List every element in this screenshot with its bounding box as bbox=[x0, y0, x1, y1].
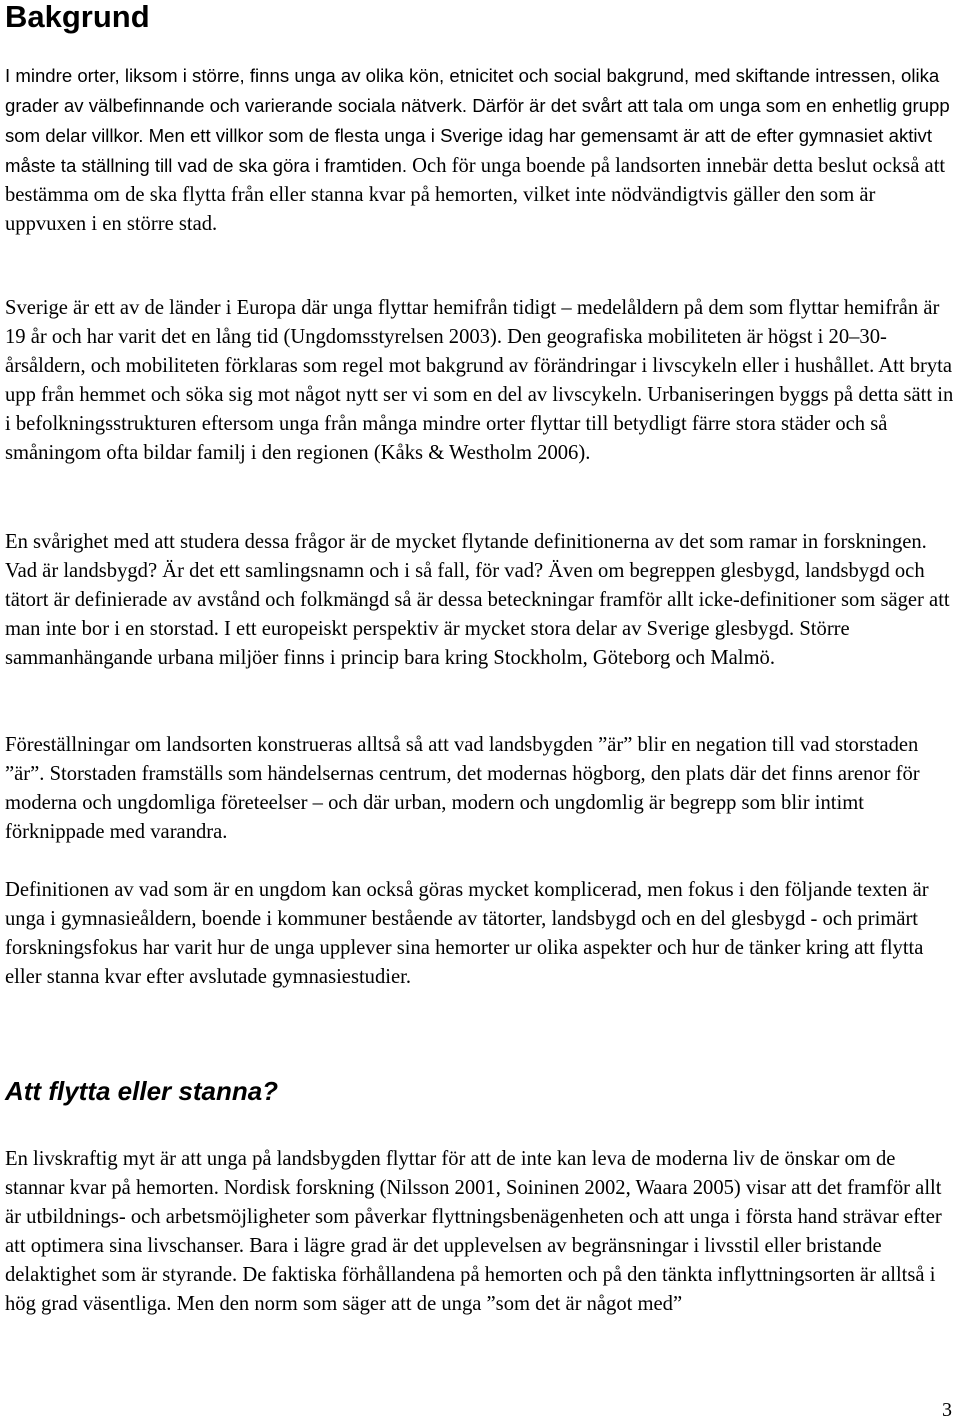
paragraph-6: En livskraftig myt är att unga på landsbygden flyttar för att de inte kan leva de moderna liv de önskar om de stannar kvar på hemorten. Nordisk forskning (Nilsson 2001, Soininen 2002, Waara 2005) visar att det framför allt är utbildnings- och arbetsmöjligheter som påverkar flyttningsbenägenheten och att unga i första hand strävar efter att optimera sina livschanser. Bara i lägre grad är det upplevelsen av begränsningar i livsstil eller bristande delaktighet som är styrande. De faktiska förhållandena på hemorten och på den tänkta inflyttningsorten är alltså i hög grad väsentliga. Men den norm som säger att de unga ”som det är något med” bbox=[5, 1148, 942, 1315]
paragraph-3: En svårighet med att studera dessa frågor är de mycket flytande definitionerna av det som ramar in forskningen. Vad är landsbygd? Är det ett samlingsnamn och i så fall, för vad? Även om begreppen glesbygd, landsbygd och tätort är definierade av avstånd och folkmängd så är dessa beteckningar framför allt icke-definitioner som säger att man inte bor i en storstad. I ett europeiskt perspektiv är mycket stora delar av Sverige glesbygd. Större sammanhängande urbana miljöer finns i princip bara kring Stockholm, Göteborg och Malmö. bbox=[5, 531, 950, 669]
section-heading: Att flytta eller stanna? bbox=[5, 1076, 279, 1106]
page-title: Bakgrund bbox=[5, 0, 150, 34]
paragraph-2: Sverige är ett av de länder i Europa där unga flyttar hemifrån tidigt – medelåldern på dem som flyttar hemifrån är 19 år och har varit det en lång tid (Ungdomsstyrelsen 2003). Den geografiska mobiliteten är högst i 20–30-årsåldern, och mobiliteten förklaras som regel mot bakgrund av förändringar i livscykeln eller i hushållet. Att bryta upp från hemmet och söka sig mot något nytt ser vi som en del av livscykeln. Urbaniseringen byggs på detta sätt in i befolkningsstrukturen eftersom unga från många mindre orter flyttar till betydligt färre stora städer och så småningom ofta bildar familj i den regionen (Kåks & Westholm 2006). bbox=[5, 297, 954, 464]
paragraph-1-serif-part: Och för unga boende på landsorten innebär detta beslut också att bestämma om de ska flytta från eller stanna kvar på hemorten, vilket inte nödvändigtvis gäller den som är uppvuxen i en större stad. bbox=[5, 155, 946, 235]
paragraph-1 bbox=[5, 61, 955, 239]
paragraph-5: Definitionen av vad som är en ungdom kan också göras mycket komplicerad, men fokus i den följande texten är unga i gymnasieåldern, boende i kommuner bestående av tätorter, landsbygd och en del glesbygd - och primärt forskningsfokus har varit hur de unga upplever sina hemorter ur olika aspekter och hur de tänker kring att flytta eller stanna kvar efter avslutade gymnasiestudier. bbox=[5, 879, 929, 988]
page-number: 3 bbox=[942, 1399, 952, 1421]
paragraph-4: Föreställningar om landsorten konstrueras alltså så att vad landsbygden ”är” blir en negation till vad storstaden ”är”. Storstaden framställs som händelsernas centrum, det modernas högborg, den plats där det finns arenor för moderna och ungdomliga företeelser – och där urban, modern och ungdomlig är begrepp som blir intimt förknippade med varandra. bbox=[5, 734, 920, 843]
paragraph-1-sans-part: I mindre orter, liksom i större, finns unga av olika kön, etnicitet och social bakgrund, med skiftande intressen, olika grader av välbefinnande och varierande sociala nätverk. Därför är det svårt att tala om unga som en enhetlig grupp som delar villkor. Men ett villkor som de flesta unga i Sverige idag har gemensamt är att de efter gymnasiet aktivt måste ta ställning till vad de ska göra i framtiden. bbox=[5, 65, 950, 176]
